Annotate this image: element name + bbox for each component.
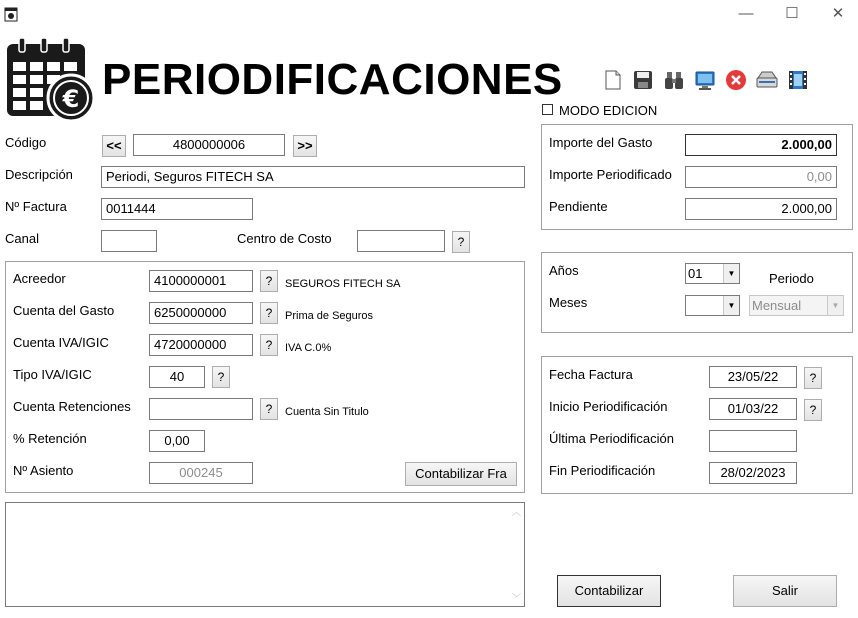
contabilizar-button[interactable]: Contabilizar	[557, 575, 661, 607]
next-record-button[interactable]: >>	[293, 135, 317, 157]
fecha-factura-lookup-button[interactable]: ?	[804, 367, 822, 389]
acreedor-label: Acreedor	[13, 271, 66, 286]
prev-record-button[interactable]: <<	[102, 135, 126, 157]
anos-value: 01	[688, 266, 703, 281]
inicio-periodificacion-lookup-button[interactable]: ?	[804, 399, 822, 421]
acreedor-lookup-button[interactable]: ?	[260, 270, 278, 292]
app-icon	[4, 6, 18, 22]
fecha-factura-label: Fecha Factura	[549, 367, 633, 382]
descripcion-field[interactable]: Periodi, Seguros FITECH SA	[101, 166, 525, 188]
chevron-down-icon[interactable]: ▼	[723, 264, 739, 283]
cuenta-gasto-field[interactable]: 6250000000	[149, 302, 253, 324]
modo-edicion-checkbox[interactable]	[542, 104, 553, 115]
monitor-icon[interactable]	[694, 69, 716, 91]
cuenta-retenciones-lookup-button[interactable]: ?	[260, 398, 278, 420]
ultima-periodificacion-field[interactable]	[709, 430, 797, 452]
delete-icon[interactable]	[725, 69, 747, 91]
meses-select[interactable]	[685, 295, 740, 316]
codigo-field[interactable]: 4800000006	[133, 134, 285, 156]
canal-field[interactable]	[101, 230, 157, 252]
close-window-button[interactable]: ✕	[831, 5, 845, 22]
cuenta-retenciones-label: Cuenta Retenciones	[13, 399, 131, 414]
periodo-label: Periodo	[769, 271, 814, 286]
tipo-iva-lookup-button[interactable]: ?	[212, 366, 230, 388]
asiento-field: 000245	[149, 462, 253, 484]
factura-label: Nº Factura	[5, 199, 67, 214]
cuenta-iva-field[interactable]: 4720000000	[149, 334, 253, 356]
codigo-label: Código	[5, 135, 47, 150]
importe-gasto-label: Importe del Gasto	[549, 135, 653, 150]
tipo-iva-field[interactable]: 40	[149, 366, 205, 388]
ultima-periodificacion-label: Última Periodificación	[549, 431, 674, 446]
scanner-icon[interactable]	[755, 69, 777, 91]
centro-costo-lookup-button[interactable]: ?	[452, 231, 470, 253]
retencion-pct-field[interactable]: 0,00	[149, 430, 205, 452]
cuenta-gasto-label: Cuenta del Gasto	[13, 303, 115, 318]
fecha-factura-field[interactable]: 23/05/22	[709, 366, 797, 388]
pendiente-label: Pendiente	[549, 199, 608, 214]
contabilizar-fra-button[interactable]: Contabilizar Fra	[405, 462, 517, 486]
notes-textarea[interactable]	[5, 502, 525, 607]
cuenta-gasto-description: Prima de Seguros	[285, 310, 374, 322]
save-icon[interactable]	[632, 69, 654, 91]
minimize-button[interactable]: —	[738, 5, 754, 22]
cuenta-retenciones-description: Cuenta Sin Titulo	[285, 406, 369, 418]
chevron-down-icon[interactable]: ▼	[723, 296, 739, 315]
importe-gasto-field[interactable]: 2.000,00	[685, 134, 837, 156]
anos-label: Años	[549, 263, 579, 278]
centro-costo-field[interactable]	[357, 230, 445, 252]
asiento-label: Nº Asiento	[13, 463, 74, 478]
binoculars-icon[interactable]	[663, 69, 685, 91]
film-icon[interactable]	[787, 69, 809, 91]
fin-periodificacion-field[interactable]: 28/02/2023	[709, 462, 797, 484]
cuenta-iva-description: IVA C.0%	[285, 342, 332, 354]
canal-label: Canal	[5, 231, 39, 246]
cuenta-gasto-lookup-button[interactable]: ?	[260, 302, 278, 324]
acreedor-description: SEGUROS FITECH SA	[285, 278, 401, 290]
modo-edicion-label: MODO EDICION	[559, 103, 658, 118]
retencion-pct-label: % Retención	[13, 431, 87, 446]
page-title: PERIODIFICACIONES	[102, 55, 563, 104]
importe-periodificado-field: 0,00	[685, 166, 837, 188]
notes-scrollbar[interactable]	[509, 503, 524, 606]
periodo-select	[749, 295, 844, 316]
cuenta-retenciones-field[interactable]	[149, 398, 253, 420]
maximize-button[interactable]: ☐	[785, 5, 799, 22]
svg-text:€: €	[62, 85, 80, 113]
inicio-periodificacion-label: Inicio Periodificación	[549, 399, 668, 414]
importe-periodificado-label: Importe Periodificado	[549, 167, 672, 182]
calendar-euro-icon	[5, 36, 95, 124]
inicio-periodificacion-field[interactable]: 01/03/22	[709, 398, 797, 420]
new-document-icon[interactable]	[602, 69, 624, 91]
tipo-iva-label: Tipo IVA/IGIC	[13, 367, 92, 382]
fin-periodificacion-label: Fin Periodificación	[549, 463, 656, 478]
salir-button[interactable]: Salir	[733, 575, 837, 607]
cuenta-iva-lookup-button[interactable]: ?	[260, 334, 278, 356]
anos-select[interactable]	[685, 263, 740, 284]
chevron-down-icon: ▼	[827, 296, 843, 315]
meses-label: Meses	[549, 295, 588, 310]
acreedor-field[interactable]: 4100000001	[149, 270, 253, 292]
centro-costo-label: Centro de Costo	[237, 231, 332, 246]
descripcion-label: Descripción	[5, 167, 73, 182]
scroll-up-icon[interactable]: ︿	[511, 507, 521, 517]
factura-field[interactable]: 0011444	[101, 198, 253, 220]
periodo-value: Mensual	[752, 298, 802, 313]
scroll-down-icon[interactable]: ﹀	[511, 593, 521, 603]
cuenta-iva-label: Cuenta IVA/IGIC	[13, 335, 109, 350]
pendiente-field: 2.000,00	[685, 198, 837, 220]
